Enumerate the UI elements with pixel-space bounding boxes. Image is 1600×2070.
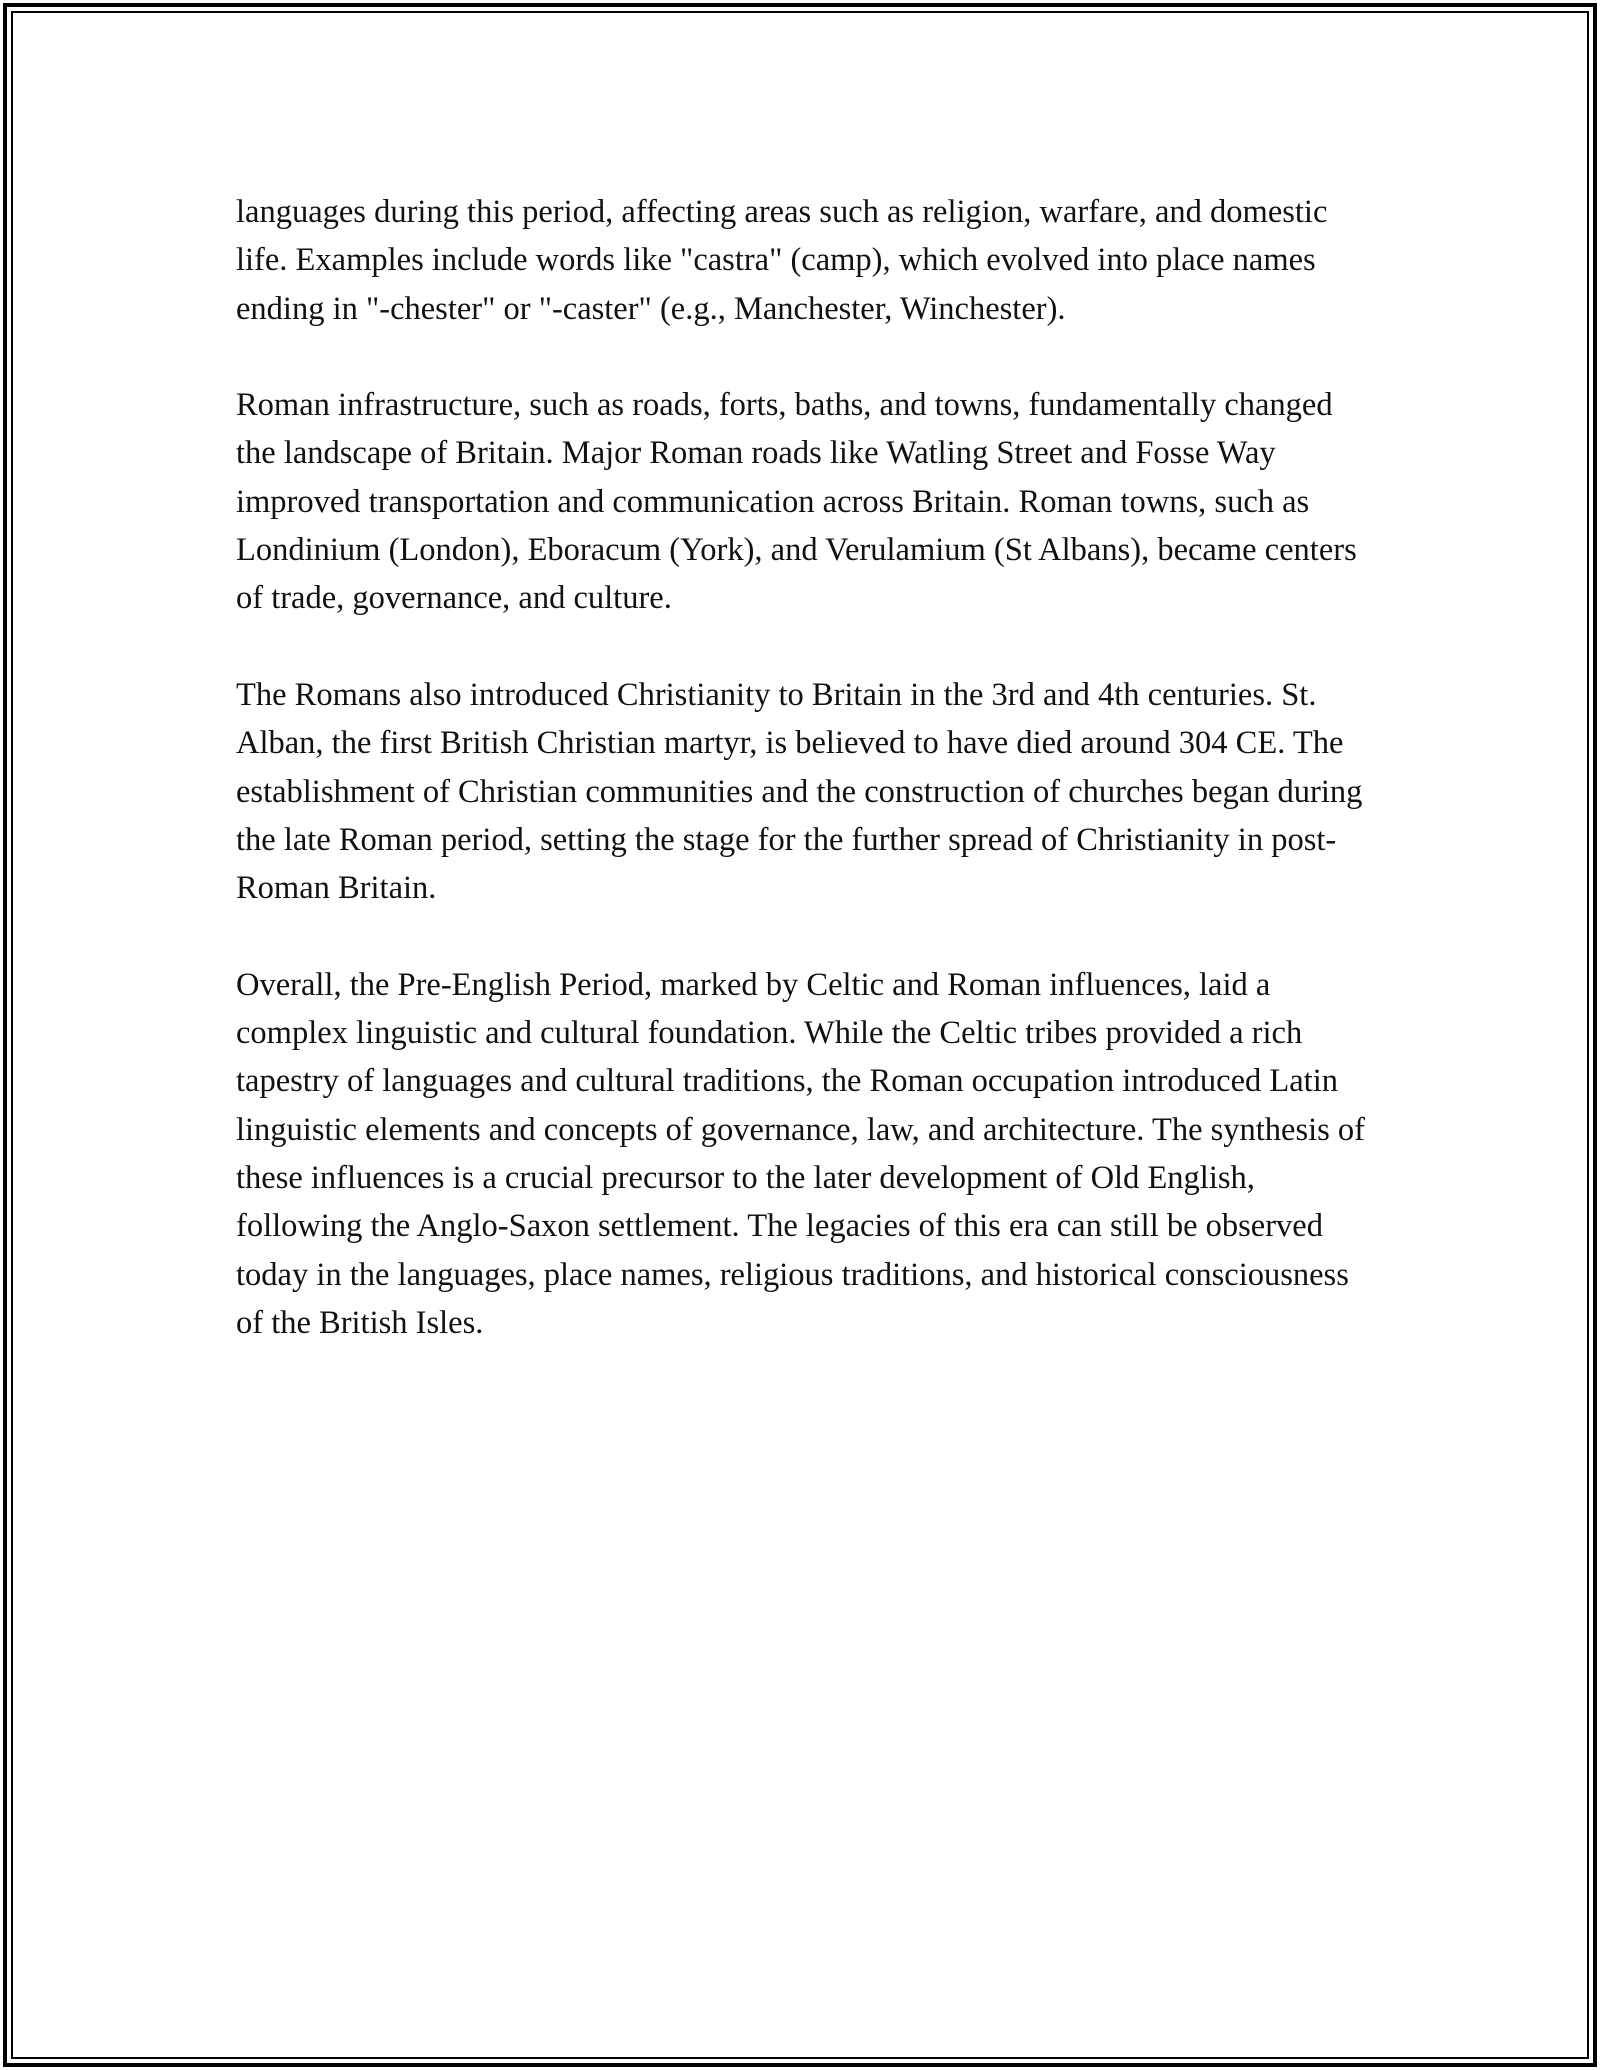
paragraph-latin-loanwords: languages during this period, affecting areas such as religion, warfare, and domestic life. Examples include words like "castra" (camp), which evolved into place names ending in "-chester" or "-caster" (e.g., Manchester, Winchester). [236,194,1328,327]
document-body [236,188,1376,1347]
paragraph-overall-summary: Overall, the Pre-English Period, marked by Celtic and Roman influences, laid a complex linguistic and cultural foundation. While the Celtic tribes provided a rich tapestry of languages and cultural traditions, the Roman occupation introduced Latin linguistic elements and concepts of governance, law, and architecture. The synthesis of these influences is a crucial precursor to the later development of Old English, following the Anglo-Saxon settlement. The legacies of this era can still be observed today in the languages, place names, religious traditions, and historical consciousness of the British Isles. [236,966,1365,1341]
paragraph-roman-infrastructure: Roman infrastructure, such as roads, forts, baths, and towns, fundamentally changed the landscape of Britain. Major Roman roads like Watling Street and Fosse Way improved transportation and communication across Britain. Roman towns, such as Londinium (London), Eboracum (York), and Verulamium (St Albans), became centers of trade, governance, and culture. [236,387,1357,617]
paragraph-christianity: The Romans also introduced Christianity to Britain in the 3rd and 4th centuries. St. Alban, the first British Christian martyr, is believed to have died around 304 CE. The establishment of Christian communities and the construction of churches began during the late Roman period, setting the stage for the further spread of Christianity in post-Roman Britain. [236,676,1363,907]
